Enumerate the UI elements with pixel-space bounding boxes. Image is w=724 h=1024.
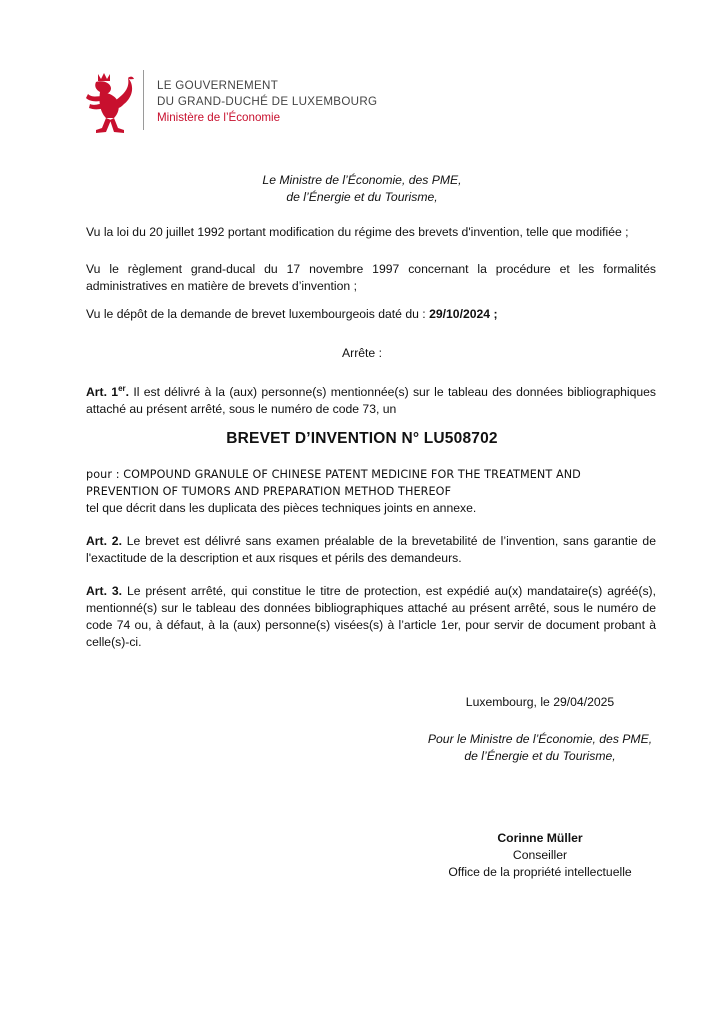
header-divider bbox=[143, 70, 144, 130]
ministry-name: Ministère de l’Économie bbox=[157, 111, 281, 124]
signatory-office: Office de la propriété intellectuelle bbox=[448, 865, 632, 879]
article-3-label: Art. 3. bbox=[86, 584, 123, 598]
invention-description bbox=[86, 466, 656, 517]
vu-paragraph-3 bbox=[86, 306, 656, 323]
invention-title: COMPOUND GRANULE OF CHINESE PATENT MEDICINE FOR THE TREATMENT AND PREVENTION OF TUMORS AND PREPARATION METHOD THEREOF bbox=[86, 468, 581, 498]
arrete-heading: Arrête : bbox=[342, 346, 382, 360]
minister-title bbox=[0, 172, 724, 206]
signatory-name: Corinne Müller bbox=[497, 831, 583, 845]
pour-minister bbox=[380, 731, 700, 765]
vu-paragraph-1: Vu la loi du 20 juillet 1992 portant modification du régime des brevets d'invention, telle que modifiée ; bbox=[86, 225, 629, 239]
government-header bbox=[157, 78, 377, 126]
pour-prefix: pour : bbox=[86, 468, 124, 481]
annex-note: tel que décrit dans les duplicata des pièces techniques joints en annexe. bbox=[86, 501, 477, 515]
article-1-text: Il est délivré à la (aux) personne(s) mentionnée(s) sur le tableau des données bibliographiques attaché au présent arrêté, sous le numéro de code 73, un bbox=[86, 385, 657, 417]
article-1 bbox=[86, 380, 656, 418]
brevet-title: BREVET D’INVENTION N° LU508702 bbox=[226, 430, 498, 447]
article-3-text: Le présent arrêté, qui constitue le titre de protection, est expédié au(x) mandataire(s) agréé(s), mentionné(s) sur le tableau des données bibliographiques attaché au présent arrêté, sous le numéro de code 74 ou, à défaut, à la (aux) personne(s) visées(s) à l’article 1er, pour servir de document probant à celle(s)-ci. bbox=[86, 584, 656, 649]
article-2-text: Le brevet est délivré sans examen préalable de la brevetabilité de l’invention, sans garantie de l'exactitude de la description et aux risques et périls des demandeurs. bbox=[86, 534, 656, 565]
article-3 bbox=[86, 583, 656, 651]
signatory-role: Conseiller bbox=[512, 848, 568, 862]
pour-minister-line-2: de l’Énergie et du Tourisme, bbox=[464, 749, 616, 763]
signature-block bbox=[380, 830, 700, 881]
pour-minister-line-1: Pour le Ministre de l’Économie, des PME, bbox=[427, 732, 653, 746]
place-date: Luxembourg, le 29/04/2025 bbox=[465, 695, 615, 709]
header-line-1: LE GOUVERNEMENT bbox=[157, 79, 279, 92]
deposit-date: 29/10/2024 ; bbox=[429, 307, 498, 321]
vu-paragraph-3-text: Vu le dépôt de la demande de brevet luxembourgeois daté du : bbox=[86, 307, 430, 321]
minister-title-line-1: Le Ministre de l’Économie, des PME, bbox=[262, 173, 462, 187]
article-1-label: Art. 1er. bbox=[86, 384, 130, 400]
luxembourg-lion-icon bbox=[84, 70, 136, 136]
minister-title-line-2: de l’Énergie et du Tourisme, bbox=[286, 190, 438, 204]
vu-paragraph-2: Vu le règlement grand-ducal du 17 novembre 1997 concernant la procédure et les formalités administratives en matière de brevets d’invention ; bbox=[86, 262, 656, 293]
article-2-label: Art. 2. bbox=[86, 534, 122, 548]
header-line-2: DU GRAND-DUCHÉ DE LUXEMBOURG bbox=[157, 95, 378, 108]
article-2 bbox=[86, 533, 656, 567]
